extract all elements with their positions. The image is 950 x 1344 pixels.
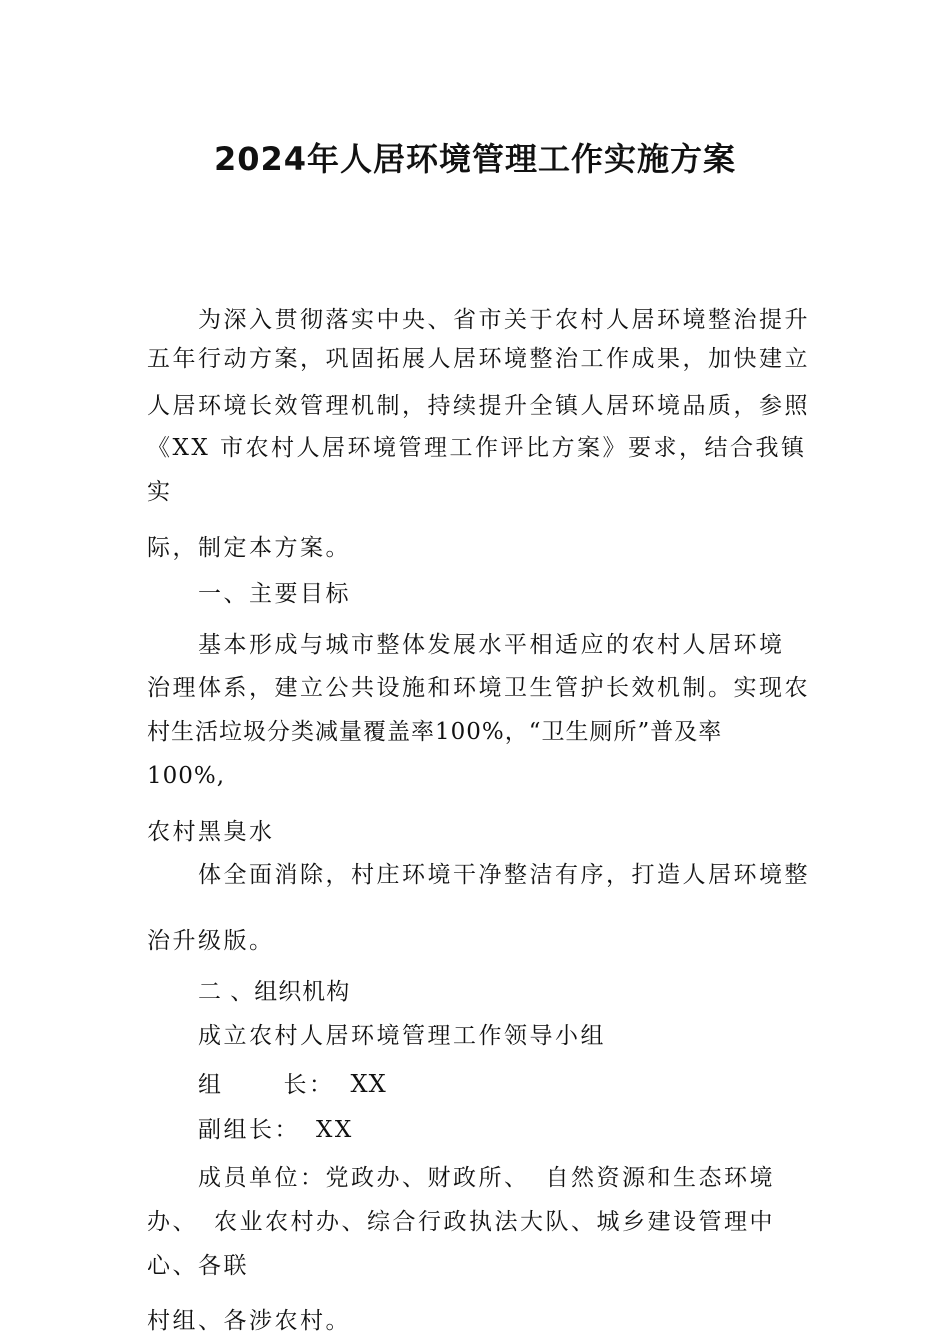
- paragraph-line: 体全面消除，村庄环境干净整洁有序，打造人居环境整: [198, 862, 810, 888]
- section-heading: 二 、组织机构: [198, 979, 351, 1005]
- paragraph-line: 基本形成与城市整体发展水平相适应的农村人居环境: [198, 632, 785, 658]
- paragraph-line: 《XX 市农村人居环境管理工作评比方案》要求，结合我镇: [147, 435, 807, 461]
- paragraph-line: 际，制定本方案。: [147, 535, 351, 561]
- deputy-label: 副组长：: [198, 1117, 300, 1143]
- paragraph-line: 成立农村人居环境管理工作领导小组: [198, 1023, 606, 1049]
- paragraph-line: 村组、各涉农村。: [147, 1308, 351, 1334]
- paragraph-line: 五年行动方案，巩固拓展人居环境整治工作成果，加快建立: [147, 346, 810, 372]
- paragraph-line: 100%,: [147, 763, 226, 789]
- paragraph-line: 村生活垃圾分类减量覆盖率100%，“卫生厕所”普及率: [147, 719, 723, 745]
- members-part-b: 农业农村办、综合行政执法大队、城乡建设管理中: [214, 1209, 775, 1235]
- paragraph-line: 人居环境长效管理机制，持续提升全镇人居环境品质，参照: [147, 393, 810, 419]
- paragraph-line: 为深入贯彻落实中央、省市关于农村人居环境整治提升: [198, 307, 810, 333]
- leader-line: [198, 1069, 387, 1100]
- paragraph-line: 治升级版。: [147, 928, 275, 954]
- deputy-line: [198, 1115, 354, 1145]
- leader-label-part2: 长：: [283, 1072, 335, 1098]
- section-heading: 一、主要目标: [198, 581, 351, 607]
- paragraph-line: 农村黑臭水: [147, 819, 275, 845]
- members-line: [198, 1163, 775, 1193]
- members-line: [147, 1207, 775, 1237]
- members-part-b: 自然资源和生态环境: [545, 1165, 775, 1191]
- paragraph-line: 治理体系，建立公共设施和环境卫生管护长效机制。实现农: [147, 675, 810, 701]
- deputy-value: XX: [316, 1117, 354, 1143]
- leader-label-part1: 组: [198, 1072, 224, 1098]
- members-part-a: 成员单位：党政办、财政所、: [198, 1165, 530, 1191]
- document-title: 2024年人居环境管理工作实施方案: [213, 140, 737, 178]
- leader-value: XX: [350, 1070, 387, 1098]
- members-part-a: 办、: [147, 1209, 198, 1235]
- paragraph-line: 实: [147, 479, 173, 505]
- paragraph-line: 心、各联: [147, 1253, 249, 1279]
